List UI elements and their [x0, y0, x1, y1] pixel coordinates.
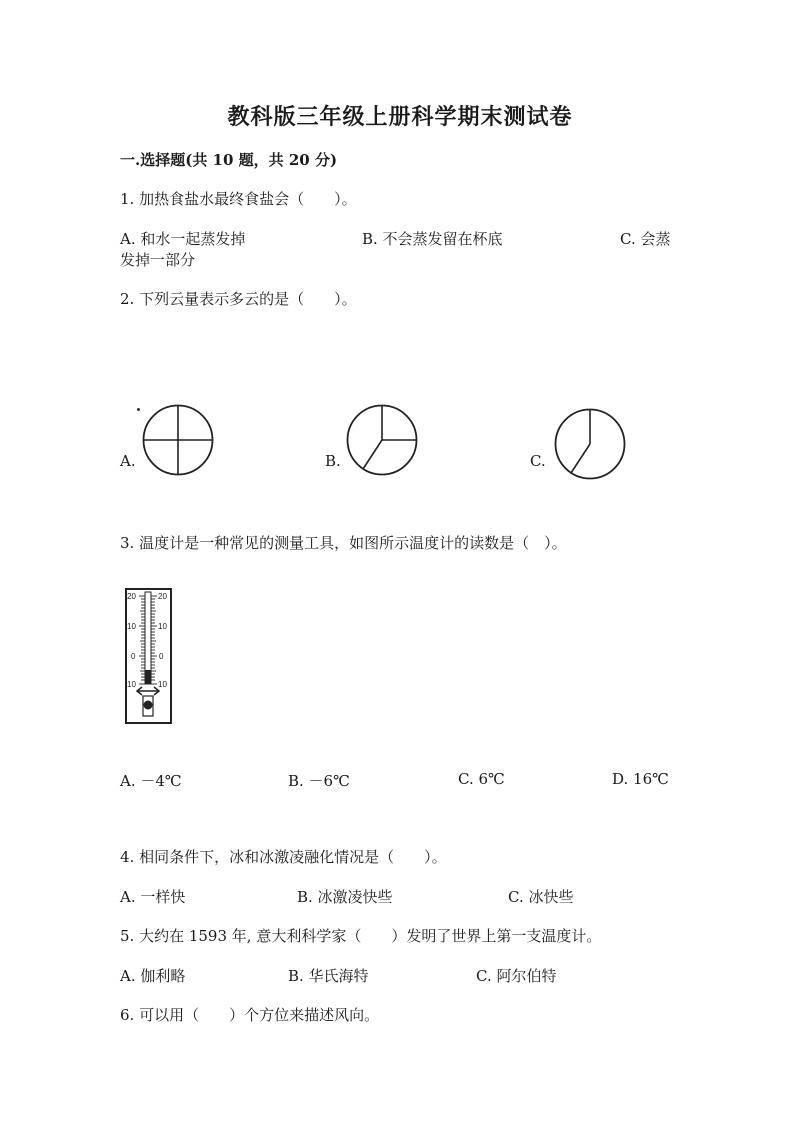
question-1-option-b[interactable]: B. 不会蒸发留在杯底: [362, 230, 503, 248]
section-heading: 一.选择题(共 10 题，共 20 分): [120, 151, 338, 169]
cloud-cover-c-icon: [554, 408, 626, 480]
stray-dot: [137, 408, 140, 411]
question-1-option-c[interactable]: C. 会蒸: [620, 230, 671, 248]
question-4-option-b[interactable]: B. 冰激凌快些: [297, 888, 393, 906]
question-1-option-a[interactable]: A. 和水一起蒸发掉: [120, 230, 246, 248]
thermo-label-0-left: 0: [131, 652, 136, 661]
question-4-option-a[interactable]: A. 一样快: [120, 888, 186, 906]
question-5-option-c[interactable]: C. 阿尔伯特: [476, 967, 557, 985]
question-1-option-c-wrap: 发掉一部分: [120, 251, 196, 269]
thermo-label-10-left: 10: [127, 622, 136, 631]
thermo-label-0-right: 0: [159, 652, 164, 661]
page-title: 教科版三年级上册科学期末测试卷: [227, 104, 573, 130]
question-5-text: 5. 大约在 1593 年, 意大利科学家（ ）发明了世界上第一支温度计。: [120, 927, 602, 945]
question-2-text: 2. 下列云量表示多云的是（ ）。: [120, 290, 357, 308]
thermo-label-20-left: 20: [127, 592, 136, 601]
question-3-option-d[interactable]: D. 16℃: [612, 770, 669, 788]
question-6-text: 6. 可以用（ ）个方位来描述风向。: [120, 1006, 380, 1024]
thermo-label-neg10-left: 10: [127, 680, 136, 689]
question-5-option-a[interactable]: A. 伽利略: [120, 967, 186, 985]
thermometer-figure: [123, 584, 175, 728]
cloud-cover-a-icon: [142, 404, 214, 476]
thermo-label-neg10-right: 10: [158, 680, 167, 689]
question-2-option-b[interactable]: B.: [325, 452, 341, 470]
question-2-option-c[interactable]: C.: [530, 452, 546, 470]
question-4-option-c[interactable]: C. 冰快些: [508, 888, 574, 906]
thermo-label-10-right: 10: [158, 622, 167, 631]
question-3-text: 3. 温度计是一种常见的测量工具，如图所示温度计的读数是（ ）。: [120, 534, 567, 552]
question-3-option-c[interactable]: C. 6℃: [458, 770, 505, 788]
question-2-option-a[interactable]: A.: [120, 452, 136, 470]
question-1-text: 1. 加热食盐水最终食盐会（ ）。: [120, 190, 357, 208]
cloud-cover-b-icon: [346, 404, 418, 476]
question-4-text: 4. 相同条件下，冰和冰激凌融化情况是（ ）。: [120, 848, 447, 866]
question-3-option-a[interactable]: A. －4℃: [120, 772, 182, 790]
question-5-option-b[interactable]: B. 华氏海特: [288, 967, 369, 985]
thermo-label-20-right: 20: [158, 592, 167, 601]
question-3-option-b[interactable]: B. －6℃: [288, 772, 350, 790]
